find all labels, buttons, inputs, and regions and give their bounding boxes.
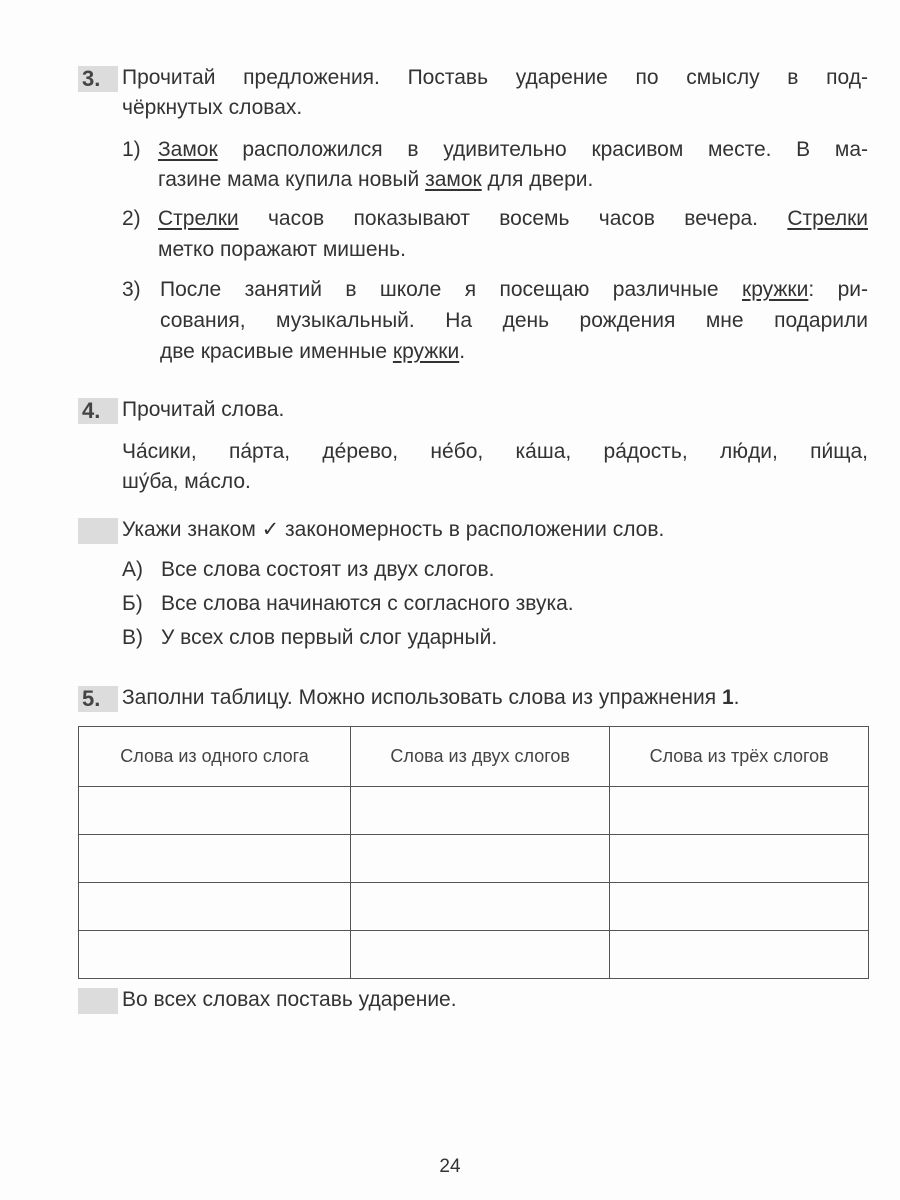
table-cell[interactable] (79, 835, 351, 883)
item3-line3 (160, 338, 465, 366)
syllable-table (78, 726, 869, 979)
task-number-5: 5. (78, 686, 118, 712)
task-number-4: 4. (78, 398, 118, 424)
item-number: 3) (122, 278, 141, 301)
item3-line1 (160, 276, 868, 304)
subtask-marker (78, 518, 118, 544)
text: . (733, 686, 740, 709)
task4-instruction: Прочитай слова. (122, 398, 285, 421)
underlined-word: Замок (158, 138, 218, 161)
option-label: Б) (122, 592, 143, 615)
table-cell[interactable] (610, 835, 869, 883)
option-text: Все слова начинаются с согласного звука. (161, 592, 574, 615)
item1-line1 (158, 136, 868, 164)
text: две красивые именные (160, 340, 393, 363)
table-cell[interactable] (79, 883, 351, 931)
text: После занятий в школе я посещаю различные (160, 278, 743, 301)
option-text: Все слова состоят из двух слогов. (161, 558, 495, 581)
underlined-word: Стрелки (787, 207, 868, 230)
task5-subtask: Во всех словах поставь ударение. (122, 988, 457, 1011)
option-label: А) (122, 558, 143, 581)
table-cell[interactable] (351, 883, 610, 931)
task3-instruction-line1: Прочитай предложения. Поставь ударение по смыслу в под- (122, 66, 868, 89)
table-cell[interactable] (351, 835, 610, 883)
text: Заполни таблицу. Можно использовать слова из упражнения (122, 686, 722, 709)
task4-words-line2: шу́ба, ма́сло. (122, 470, 251, 493)
item-number: 2) (122, 207, 141, 230)
text: расположился в удивительно красивом месте. В ма- (217, 138, 868, 161)
underlined-word: Стрелки (158, 207, 239, 230)
task4-words-line1: Ча́сики, па́рта, де́рево, не́бо, ка́ша, ра́дость, лю́ди, пи́ща, (122, 440, 868, 463)
item1-line2 (158, 166, 593, 194)
item3-line2: сования, музыкальный. На день рождения мне подарили (160, 309, 868, 332)
table-cell[interactable] (351, 787, 610, 835)
table-cell[interactable] (610, 883, 869, 931)
table-cell[interactable] (79, 931, 351, 979)
item-number: 1) (122, 138, 141, 161)
item2-line2: метко поражают мишень. (158, 238, 406, 261)
task4-subtask: Укажи знаком ✓ закономерность в расположении слов. (122, 518, 665, 541)
text: часов показывают восемь часов вечера. (238, 207, 788, 230)
underlined-word: кружки (742, 278, 809, 301)
task5-instruction (122, 684, 739, 712)
text: для двери. (481, 168, 594, 191)
table-header: Слова из трёх слогов (610, 727, 869, 787)
text: . (459, 340, 466, 363)
table-cell[interactable] (351, 931, 610, 979)
task-number-3: 3. (78, 66, 118, 92)
table-row (79, 787, 869, 835)
table-row (79, 835, 869, 883)
table-cell[interactable] (610, 787, 869, 835)
table-header: Слова из двух слогов (351, 727, 610, 787)
table-cell[interactable] (610, 931, 869, 979)
table-cell[interactable] (79, 787, 351, 835)
underlined-word: кружки (392, 340, 460, 363)
text: : ри- (808, 278, 868, 301)
option-text: У всех слов первый слог ударный. (161, 626, 498, 649)
option-label: В) (122, 626, 143, 649)
task3-instruction-line2: чёркнутых словах. (122, 96, 303, 119)
item2-line1 (158, 205, 868, 233)
table-row (79, 931, 869, 979)
text: газине мама купила новый (158, 168, 426, 191)
page-number: 24 (439, 1156, 461, 1177)
table-header: Слова из одного слога (79, 727, 351, 787)
table-row (79, 883, 869, 931)
subtask-marker (78, 988, 118, 1014)
exercise-ref: 1 (721, 686, 734, 709)
underlined-word: замок (425, 168, 482, 191)
